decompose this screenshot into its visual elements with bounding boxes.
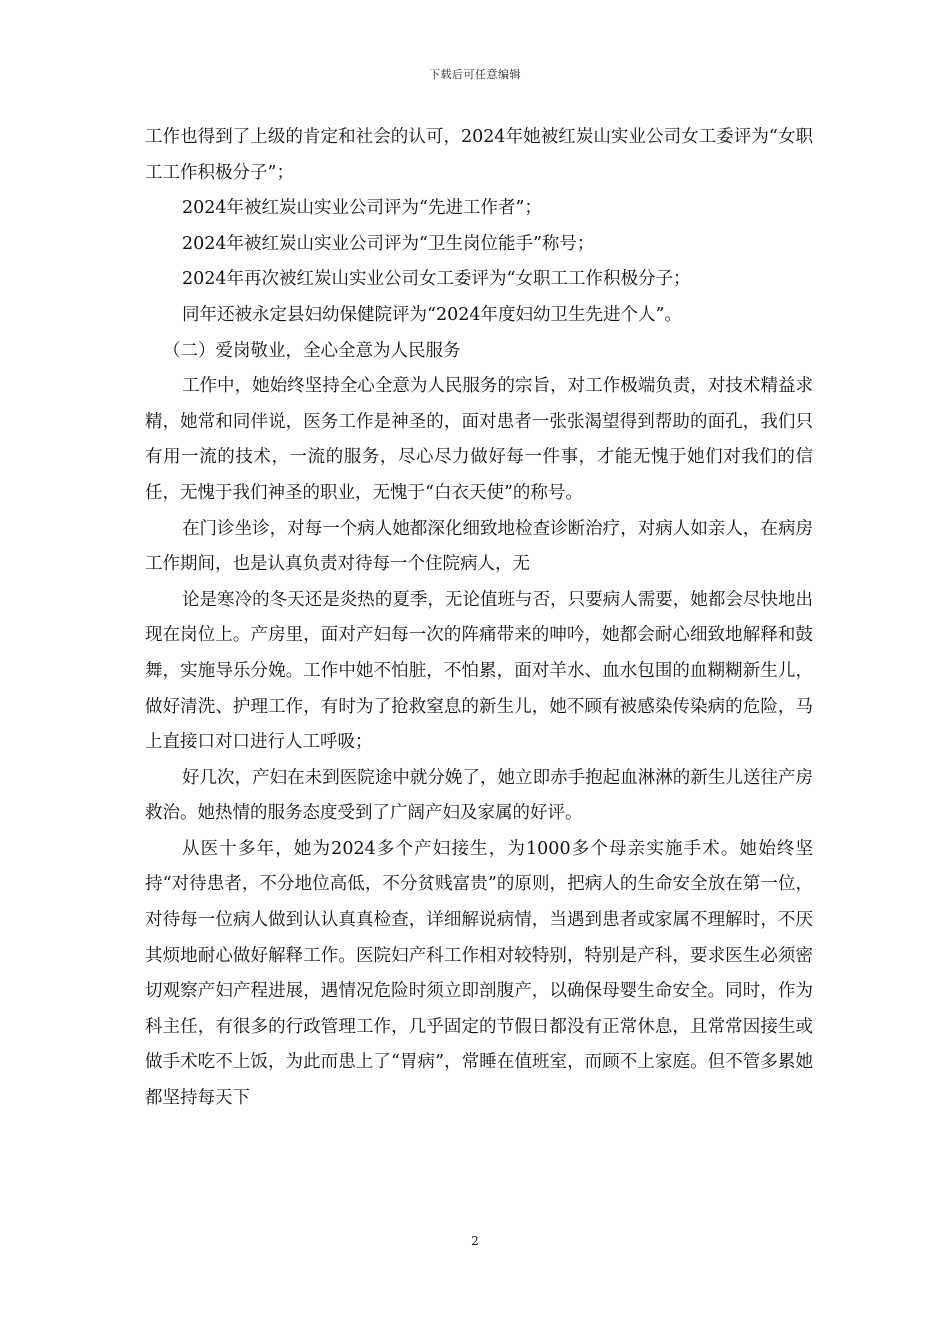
paragraph-5: 同年还被永定县妇幼保健院评为“2024年度妇幼卫生先进个人”。 [182,304,682,325]
section-heading: （二）爱岗敬业，全心全意为人民服务 [163,340,461,361]
document-body [145,120,813,1117]
page-header: 下载后可任意编辑 [429,68,521,81]
paragraph-8: 论是寒冷的冬天还是炎热的夏季，无论值班与否，只要病人需要，她都会尽快地出现在岗位上。产房里，面对产妇每一次的阵痛带来的呻吟，她都会耐心细致地解释和鼓舞，实施导乐分娩。工作中她不怕脏，不怕累，面对羊水、血水包围的血糊糊新生儿，做好清洗、护理工作，有时为了抢救窒息的新生儿，她不顾有被感染传染病的危险，马上直接口对口进行人工呼吸； [145,589,813,753]
page-number: 2 [471,1234,479,1248]
paragraph-10: 从医十多年，她为2024多个产妇接生，为1000多个母亲实施手术。她始终坚持“对待患者，不分地位高低，不分贫贱富贵”的原则，把病人的生命安全放在第一位，对待每一位病人做到认认真真检查，详细解说病情，当遇到患者或家属不理解时，不厌其烦地耐心做好解释工作。医院妇产科工作相对较特别，特别是产科，要求医生必须密切观察产妇产程进展，遇情况危险时须立即剖腹产，以确保母婴生命安全。同时，作为科主任，有很多的行政管理工作，几乎固定的节假日都没有正常休息，且常常因接生或做手术吃不上饭，为此而患上了“胃病”，常睡在值班室，而顾不上家庭。但不管多累她都坚持每天下 [145,838,813,1109]
paragraph-9: 好几次，产妇在未到医院途中就分娩了，她立即赤手抱起血淋淋的新生儿送往产房救治。她热情的服务态度受到了广阔产妇及家属的好评。 [145,767,813,824]
paragraph-2: 2024年被红炭山实业公司评为“先进工作者”； [182,198,542,219]
paragraph-3: 2024年被红炭山实业公司评为“卫生岗位能手”称号； [182,233,595,254]
paragraph-1: 工作也得到了上级的肯定和社会的认可，2024年她被红炭山实业公司女工委评为“女职工工作积极分子”； [145,127,813,183]
paragraph-7: 在门诊坐诊，对每一个病人她都深化细致地检查诊断治疗，对病人如亲人，在病房工作期间，也是认真负责对待每一个住院病人，无 [145,518,813,575]
paragraph-4: 2024年再次被红炭山实业公司女工委评为“女职工工作积极分子； [182,269,691,290]
paragraph-6: 工作中，她始终坚持全心全意为人民服务的宗旨，对工作极端负责，对技术精益求精，她常和同伴说，医务工作是神圣的，面对患者一张张渴望得到帮助的面孔，我们只有用一流的技术，一流的服务，尽心尽力做好每一件事，才能无愧于她们对我们的信任，无愧于我们神圣的职业，无愧于“白衣天使”的称号。 [145,376,813,503]
